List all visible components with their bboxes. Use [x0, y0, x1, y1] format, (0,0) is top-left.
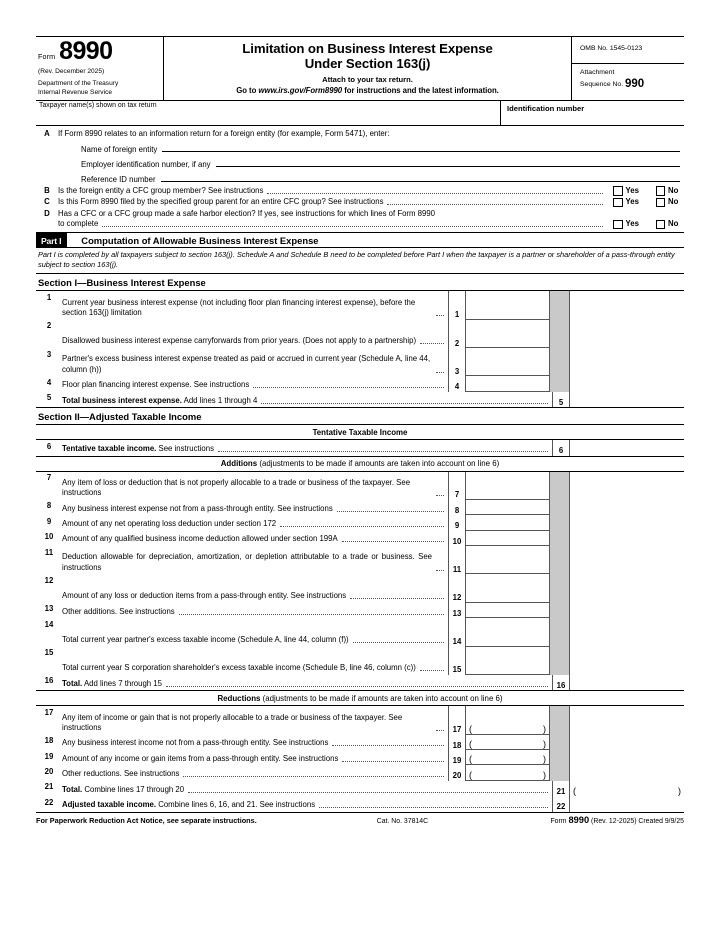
- leader-dots: [166, 686, 548, 687]
- question-a: [36, 129, 684, 141]
- checkbox-icon[interactable]: [656, 220, 666, 230]
- open-paren: (: [469, 769, 472, 780]
- question-d-no-label: No: [668, 219, 679, 229]
- questions-block: [36, 126, 684, 234]
- open-paren: (: [573, 786, 576, 797]
- footer-form-number: 8990: [568, 814, 590, 825]
- leader-dots: [436, 570, 444, 571]
- omb-number: OMB No. 1545-0123: [572, 37, 684, 64]
- line-22-amount-input[interactable]: [570, 796, 684, 811]
- line-11-box-number: 11: [448, 546, 466, 574]
- line-14-text: Total current year partner's excess taxable income (Schedule A, line 44, column (f)): [62, 634, 349, 644]
- gray-spacer: [550, 376, 570, 391]
- band-tentative-taxable-income: Tentative Taxable Income: [36, 425, 684, 440]
- question-c-yes-option[interactable]: [613, 197, 642, 207]
- paperwork-notice: For Paperwork Reduction Act Notice, see separate instructions.: [36, 815, 257, 825]
- form-revision-date: (Rev. December 2025): [38, 67, 105, 75]
- form-number: 8990: [59, 37, 113, 65]
- question-c-letter: C: [44, 197, 50, 207]
- line-row-7: [36, 472, 684, 500]
- line-12-amount-input[interactable]: [466, 574, 550, 602]
- foreign-ein-input[interactable]: [216, 157, 680, 167]
- open-paren: (: [469, 754, 472, 765]
- open-paren: (: [469, 723, 472, 734]
- band-additions: [36, 457, 684, 472]
- line-20-total-cell: [570, 765, 684, 780]
- form-8990: [36, 36, 684, 825]
- leader-dots: [188, 792, 548, 793]
- line-19-box-number: 19: [448, 750, 466, 765]
- line-9-total-cell: [570, 515, 684, 530]
- band-reductions: [36, 691, 684, 706]
- gray-spacer: [550, 647, 570, 675]
- close-paren: ): [543, 754, 546, 765]
- open-paren: (: [469, 739, 472, 750]
- section-1-heading: Section I—Business Interest Expense: [36, 274, 684, 291]
- form-title-line-2: Under Section 163(j): [304, 56, 431, 72]
- line-row-4: [36, 376, 684, 391]
- line-row-16: [36, 675, 684, 690]
- gray-spacer: [550, 546, 570, 574]
- part-1-note: Part I is completed by all taxpayers subject to section 163(j). Schedule A and Schedule B need to be completed before Part I when the taxpayer is a partner or shareholder of a pass-through entity subject to section 163(j).: [36, 248, 684, 274]
- line-10-number: 10: [44, 532, 54, 542]
- gray-spacer: [550, 500, 570, 515]
- line-13-total-cell: [570, 603, 684, 618]
- line-9-number: 9: [46, 516, 52, 526]
- checkbox-icon[interactable]: [613, 220, 623, 230]
- question-d-letter: D: [44, 209, 50, 219]
- line-row-2: [36, 320, 684, 348]
- line-1-number: 1: [46, 292, 52, 302]
- foreign-entity-name-row: [81, 140, 684, 155]
- gray-spacer: [550, 574, 570, 602]
- question-a-letter: A: [44, 129, 50, 139]
- form-footer: [36, 813, 684, 825]
- close-paren: ): [543, 739, 546, 750]
- checkbox-icon[interactable]: [613, 198, 623, 208]
- line-row-19: [36, 750, 684, 765]
- line-13-number: 13: [44, 604, 54, 614]
- gray-spacer: [550, 735, 570, 750]
- line-16-text: Add lines 7 through 15: [82, 678, 162, 688]
- line-row-17: [36, 706, 684, 734]
- line-16-box-number: 16: [552, 675, 570, 690]
- form-header: [36, 36, 684, 101]
- line-16-number: 16: [44, 676, 54, 686]
- line-18-amount-input[interactable]: [466, 735, 550, 750]
- line-5-text: Add lines 1 through 4: [181, 395, 258, 405]
- taxpayer-name-label: Taxpayer name(s) shown on tax return: [39, 101, 157, 109]
- leader-dots: [350, 598, 444, 599]
- form-title-line-1: Limitation on Business Interest Expense: [242, 41, 493, 56]
- gray-spacer: [550, 706, 570, 734]
- question-c-no-option[interactable]: [656, 197, 685, 207]
- footer-revision: (Rev. 12-2025) Created 9/9/25: [591, 817, 684, 825]
- line-8-total-cell: [570, 500, 684, 515]
- line-19-text: Amount of any income or gain items from a pass-through entity. See instructions: [62, 753, 339, 763]
- line-7-amount-input[interactable]: [466, 472, 550, 500]
- leader-dots: [183, 776, 444, 777]
- line-20-text: Other reductions. See instructions: [62, 769, 180, 779]
- line-18-box-number: 18: [448, 735, 466, 750]
- line-12-number: 12: [44, 575, 54, 585]
- leader-dots: [387, 204, 603, 205]
- line-row-6: [36, 440, 684, 455]
- line-5-amount-input[interactable]: [570, 392, 684, 407]
- band-additions-note: (adjustments to be made if amounts are taken into account on line 6): [257, 459, 500, 469]
- line-6-amount-input[interactable]: [570, 440, 684, 455]
- line-3-amount-input[interactable]: [466, 348, 550, 376]
- question-d-yes-label: Yes: [625, 219, 639, 229]
- line-19-amount-input[interactable]: [466, 750, 550, 765]
- line-7-total-cell: [570, 472, 684, 500]
- line-13-text: Other additions. See instructions: [62, 606, 175, 616]
- gray-spacer: [550, 765, 570, 780]
- line-21-text: Combine lines 17 through 20: [82, 784, 185, 794]
- band-reductions-note: (adjustments to be made if amounts are taken into account on line 6): [260, 693, 503, 703]
- line-10-total-cell: [570, 531, 684, 546]
- leader-dots: [218, 451, 548, 452]
- identification-number-field[interactable]: [501, 101, 684, 125]
- line-17-box-number: 17: [448, 706, 466, 734]
- goto-url[interactable]: www.irs.gov/Form8990: [258, 85, 343, 95]
- question-c-yes-label: Yes: [625, 197, 639, 207]
- taxpayer-row: [36, 101, 684, 126]
- question-d: [36, 208, 684, 230]
- footer-form-id: [550, 815, 684, 825]
- line-21-amount-input[interactable]: [570, 781, 684, 796]
- line-row-5: [36, 392, 684, 407]
- leader-dots: [253, 387, 444, 388]
- question-d-text: Has a CFC or a CFC group made a safe harbor election? If yes, see instructions for which lines of Form 8990: [58, 209, 436, 219]
- line-5-number: 5: [46, 393, 52, 403]
- leader-dots: [342, 761, 444, 762]
- line-3-number: 3: [46, 349, 52, 359]
- close-paren: ): [678, 786, 681, 797]
- gray-spacer: [550, 603, 570, 618]
- checkbox-icon[interactable]: [656, 198, 666, 208]
- line-6-box-number: 6: [552, 440, 570, 455]
- line-row-12: [36, 574, 684, 602]
- line-4-text: Floor plan financing interest expense. See instructions: [62, 380, 250, 390]
- question-d-no-option[interactable]: [656, 219, 685, 229]
- attach-note: Attach to your tax return.: [322, 74, 413, 84]
- line-6-bold-lead: Tentative taxable income.: [62, 443, 157, 453]
- line-22-box-number: 22: [552, 796, 570, 811]
- line-22-bold-lead: Adjusted taxable income.: [62, 799, 157, 809]
- goto-prefix: Go to: [236, 85, 257, 95]
- leader-dots: [319, 807, 548, 808]
- close-paren: ): [543, 769, 546, 780]
- line-17-number: 17: [44, 707, 54, 717]
- question-c: [36, 197, 684, 209]
- question-a-text: If Form 8990 relates to an information return for a foreign entity (for example, Form 5471), enter:: [58, 129, 390, 139]
- line-11-amount-input[interactable]: [466, 546, 550, 574]
- catalog-number: Cat. No. 37814C: [376, 817, 429, 825]
- leader-dots: [337, 511, 444, 512]
- sequence-label: Sequence No.: [580, 81, 624, 89]
- leader-dots: [179, 614, 444, 615]
- line-20-box-number: 20: [448, 765, 466, 780]
- line-12-total-cell: [570, 574, 684, 602]
- line-14-total-cell: [570, 618, 684, 646]
- checkbox-icon[interactable]: [613, 186, 623, 196]
- line-row-18: [36, 735, 684, 750]
- line-8-text: Any business interest expense not from a pass-through entity. See instructions: [62, 503, 333, 513]
- attachment-sequence: [572, 64, 684, 100]
- line-19-number: 19: [44, 751, 54, 761]
- line-row-11: [36, 546, 684, 574]
- line-5-bold-lead: Total business interest expense.: [62, 395, 182, 405]
- line-7-box-number: 7: [448, 472, 466, 500]
- line-21-number: 21: [44, 782, 54, 792]
- line-9-amount-input[interactable]: [466, 515, 550, 530]
- leader-dots: [332, 745, 444, 746]
- additions-lines: [36, 472, 684, 692]
- section-2-heading: Section II—Adjusted Taxable Income: [36, 408, 684, 425]
- line-7-number: 7: [46, 473, 52, 483]
- sequence-number: 990: [624, 78, 645, 91]
- line-2-box-number: 2: [448, 320, 466, 348]
- part-1-tag: Part I: [36, 233, 67, 247]
- line-1-text: Current year business interest expense (not including floor plan financing interest expense), before the section 163(j) limitation: [62, 297, 416, 318]
- line-15-amount-input[interactable]: [466, 647, 550, 675]
- line-22-text: Combine lines 6, 16, and 21. See instructions: [156, 799, 316, 809]
- line-2-total-cell: [570, 320, 684, 348]
- leader-dots: [342, 541, 444, 542]
- line-8-amount-input[interactable]: [466, 500, 550, 515]
- leader-dots: [280, 526, 444, 527]
- line-19-total-cell: [570, 750, 684, 765]
- taxpayer-name-field[interactable]: [36, 101, 501, 125]
- leader-dots: [436, 315, 444, 316]
- part-1-bar: [36, 233, 684, 248]
- line-14-box-number: 14: [448, 618, 466, 646]
- identification-number-label: Identification number: [507, 103, 585, 113]
- line-8-box-number: 8: [448, 500, 466, 515]
- question-c-no-label: No: [668, 197, 679, 207]
- line-6-text: See instructions: [156, 443, 214, 453]
- reference-id-input[interactable]: [161, 172, 680, 182]
- department-line-2: Internal Revenue Service: [38, 89, 113, 97]
- line-2-amount-input[interactable]: [466, 320, 550, 348]
- line-14-amount-input[interactable]: [466, 618, 550, 646]
- line-2-number: 2: [46, 321, 52, 331]
- gray-spacer: [550, 472, 570, 500]
- question-b-yes-label: Yes: [625, 185, 639, 195]
- line-22-number: 22: [44, 797, 54, 807]
- line-row-21: [36, 781, 684, 796]
- line-16-amount-input[interactable]: [570, 675, 684, 690]
- line-15-total-cell: [570, 647, 684, 675]
- question-b-no-option[interactable]: [656, 186, 685, 196]
- question-b-text: Is the foreign entity a CFC group member? See instructions: [58, 185, 264, 195]
- line-11-total-cell: [570, 546, 684, 574]
- leader-dots: [261, 403, 548, 404]
- gray-spacer: [550, 320, 570, 348]
- line-1-box-number: 1: [448, 291, 466, 319]
- close-paren: ): [543, 723, 546, 734]
- leader-dots: [267, 193, 603, 194]
- question-b-letter: B: [44, 185, 50, 195]
- leader-dots: [102, 226, 603, 227]
- line-9-box-number: 9: [448, 515, 466, 530]
- line-17-text: Any item of income or gain that is not properly allocable to a trade or business of the taxpayer. See instructions: [62, 712, 403, 733]
- gray-spacer: [550, 348, 570, 376]
- omb-block: [572, 37, 684, 100]
- foreign-entity-name-input[interactable]: [162, 142, 680, 152]
- line-17-total-cell: [570, 706, 684, 734]
- form-title-block: [164, 37, 572, 100]
- gray-spacer: [550, 291, 570, 319]
- section-1-lines: [36, 291, 684, 408]
- line-18-number: 18: [44, 736, 54, 746]
- line-3-text: Partner's excess business interest expense treated as paid or accrued in current year (Schedule A, line 44, column (h)): [62, 354, 431, 374]
- line-11-text: Deduction allowable for depreciation, amortization, or depletion attributable to a trade or business. See instructions: [62, 552, 432, 572]
- leader-dots: [436, 372, 444, 373]
- line-row-9: [36, 515, 684, 530]
- line-5-box-number: 5: [552, 392, 570, 407]
- reference-id-label: Reference ID number: [81, 174, 156, 184]
- leader-dots: [436, 495, 444, 496]
- footer-form-word: Form: [550, 817, 567, 825]
- line-15-box-number: 15: [448, 647, 466, 675]
- gray-spacer: [550, 750, 570, 765]
- leader-dots: [436, 730, 444, 731]
- line-row-22: [36, 796, 684, 811]
- band-additions-title: Additions: [220, 459, 258, 469]
- line-1-total-cell: [570, 291, 684, 319]
- question-c-text: Is this Form 8990 filed by the specified group parent for an entire CFC group? See instructions: [58, 197, 384, 207]
- line-15-text: Total current year S corporation shareholder's excess taxable income (Schedule B, line 46, column (c)): [62, 663, 416, 673]
- attachment-label: Attachment: [580, 69, 615, 76]
- line-4-amount-input[interactable]: [466, 376, 550, 391]
- line-3-total-cell: [570, 348, 684, 376]
- foreign-entity-name-label: Name of foreign entity: [81, 144, 158, 154]
- leader-dots: [420, 670, 444, 671]
- form-word-label: Form: [38, 52, 56, 61]
- checkbox-icon[interactable]: [656, 186, 666, 196]
- line-7-text: Any item of loss or deduction that is not properly allocable to a trade or business of the taxpayer. See instructions: [62, 477, 411, 498]
- leader-dots: [420, 343, 444, 344]
- line-row-8: [36, 500, 684, 515]
- band-reductions-title: Reductions: [217, 693, 261, 703]
- line-4-number: 4: [46, 377, 52, 387]
- line-15-number: 15: [44, 648, 54, 658]
- gray-spacer: [550, 531, 570, 546]
- line-20-amount-input[interactable]: [466, 765, 550, 780]
- line-row-1: [36, 291, 684, 319]
- line-6-number: 6: [46, 441, 52, 451]
- line-10-box-number: 10: [448, 531, 466, 546]
- question-b: [36, 185, 684, 197]
- line-13-box-number: 13: [448, 603, 466, 618]
- line-12-box-number: 12: [448, 574, 466, 602]
- line-16-bold-lead: Total.: [62, 678, 83, 688]
- line-3-box-number: 3: [448, 348, 466, 376]
- goto-suffix: for instructions and the latest information.: [344, 85, 499, 95]
- line-10-text: Amount of any qualified business income deduction allowed under section 199A: [62, 534, 338, 544]
- line-2-text: Disallowed business interest expense carryforwards from prior years. (Does not apply to a partnership): [62, 336, 417, 346]
- question-b-yes-option[interactable]: [613, 186, 642, 196]
- line-6-block: [36, 440, 684, 456]
- line-21-box-number: 21: [552, 781, 570, 796]
- line-row-3: [36, 348, 684, 376]
- question-d-yes-option[interactable]: [613, 219, 642, 229]
- line-18-total-cell: [570, 735, 684, 750]
- gray-spacer: [550, 515, 570, 530]
- line-row-14: [36, 618, 684, 646]
- foreign-ein-label: Employer identification number, if any: [81, 159, 211, 169]
- line-4-box-number: 4: [448, 376, 466, 391]
- line-13-amount-input[interactable]: [466, 603, 550, 618]
- line-11-number: 11: [44, 547, 54, 557]
- line-10-amount-input[interactable]: [466, 531, 550, 546]
- line-18-text: Any business interest income not from a pass-through entity. See instructions: [62, 738, 329, 748]
- question-d-text-2: to complete: [58, 219, 99, 229]
- line-row-20: [36, 765, 684, 780]
- form-identity-block: [36, 37, 164, 100]
- line-21-bold-lead: Total.: [62, 784, 83, 794]
- department-line-1: Department of the Treasury: [38, 80, 119, 88]
- line-row-13: [36, 603, 684, 618]
- line-14-number: 14: [44, 619, 54, 629]
- reductions-lines: [36, 706, 684, 812]
- goto-url-note: [168, 86, 567, 95]
- line-row-15: [36, 647, 684, 675]
- gray-spacer: [550, 618, 570, 646]
- part-1-title: Computation of Allowable Business Interest Expense: [81, 234, 319, 246]
- line-4-total-cell: [570, 376, 684, 391]
- foreign-ein-row: [81, 155, 684, 170]
- line-17-amount-input[interactable]: [466, 706, 550, 734]
- line-row-10: [36, 531, 684, 546]
- line-20-number: 20: [44, 766, 54, 776]
- line-9-text: Amount of any net operating loss deduction under section 172: [62, 519, 277, 529]
- line-8-number: 8: [46, 501, 52, 511]
- leader-dots: [353, 642, 444, 643]
- line-12-text: Amount of any loss or deduction items from a pass-through entity. See instructions: [62, 591, 347, 601]
- line-1-amount-input[interactable]: [466, 291, 550, 319]
- question-b-no-label: No: [668, 185, 679, 195]
- reference-id-row: [81, 170, 684, 185]
